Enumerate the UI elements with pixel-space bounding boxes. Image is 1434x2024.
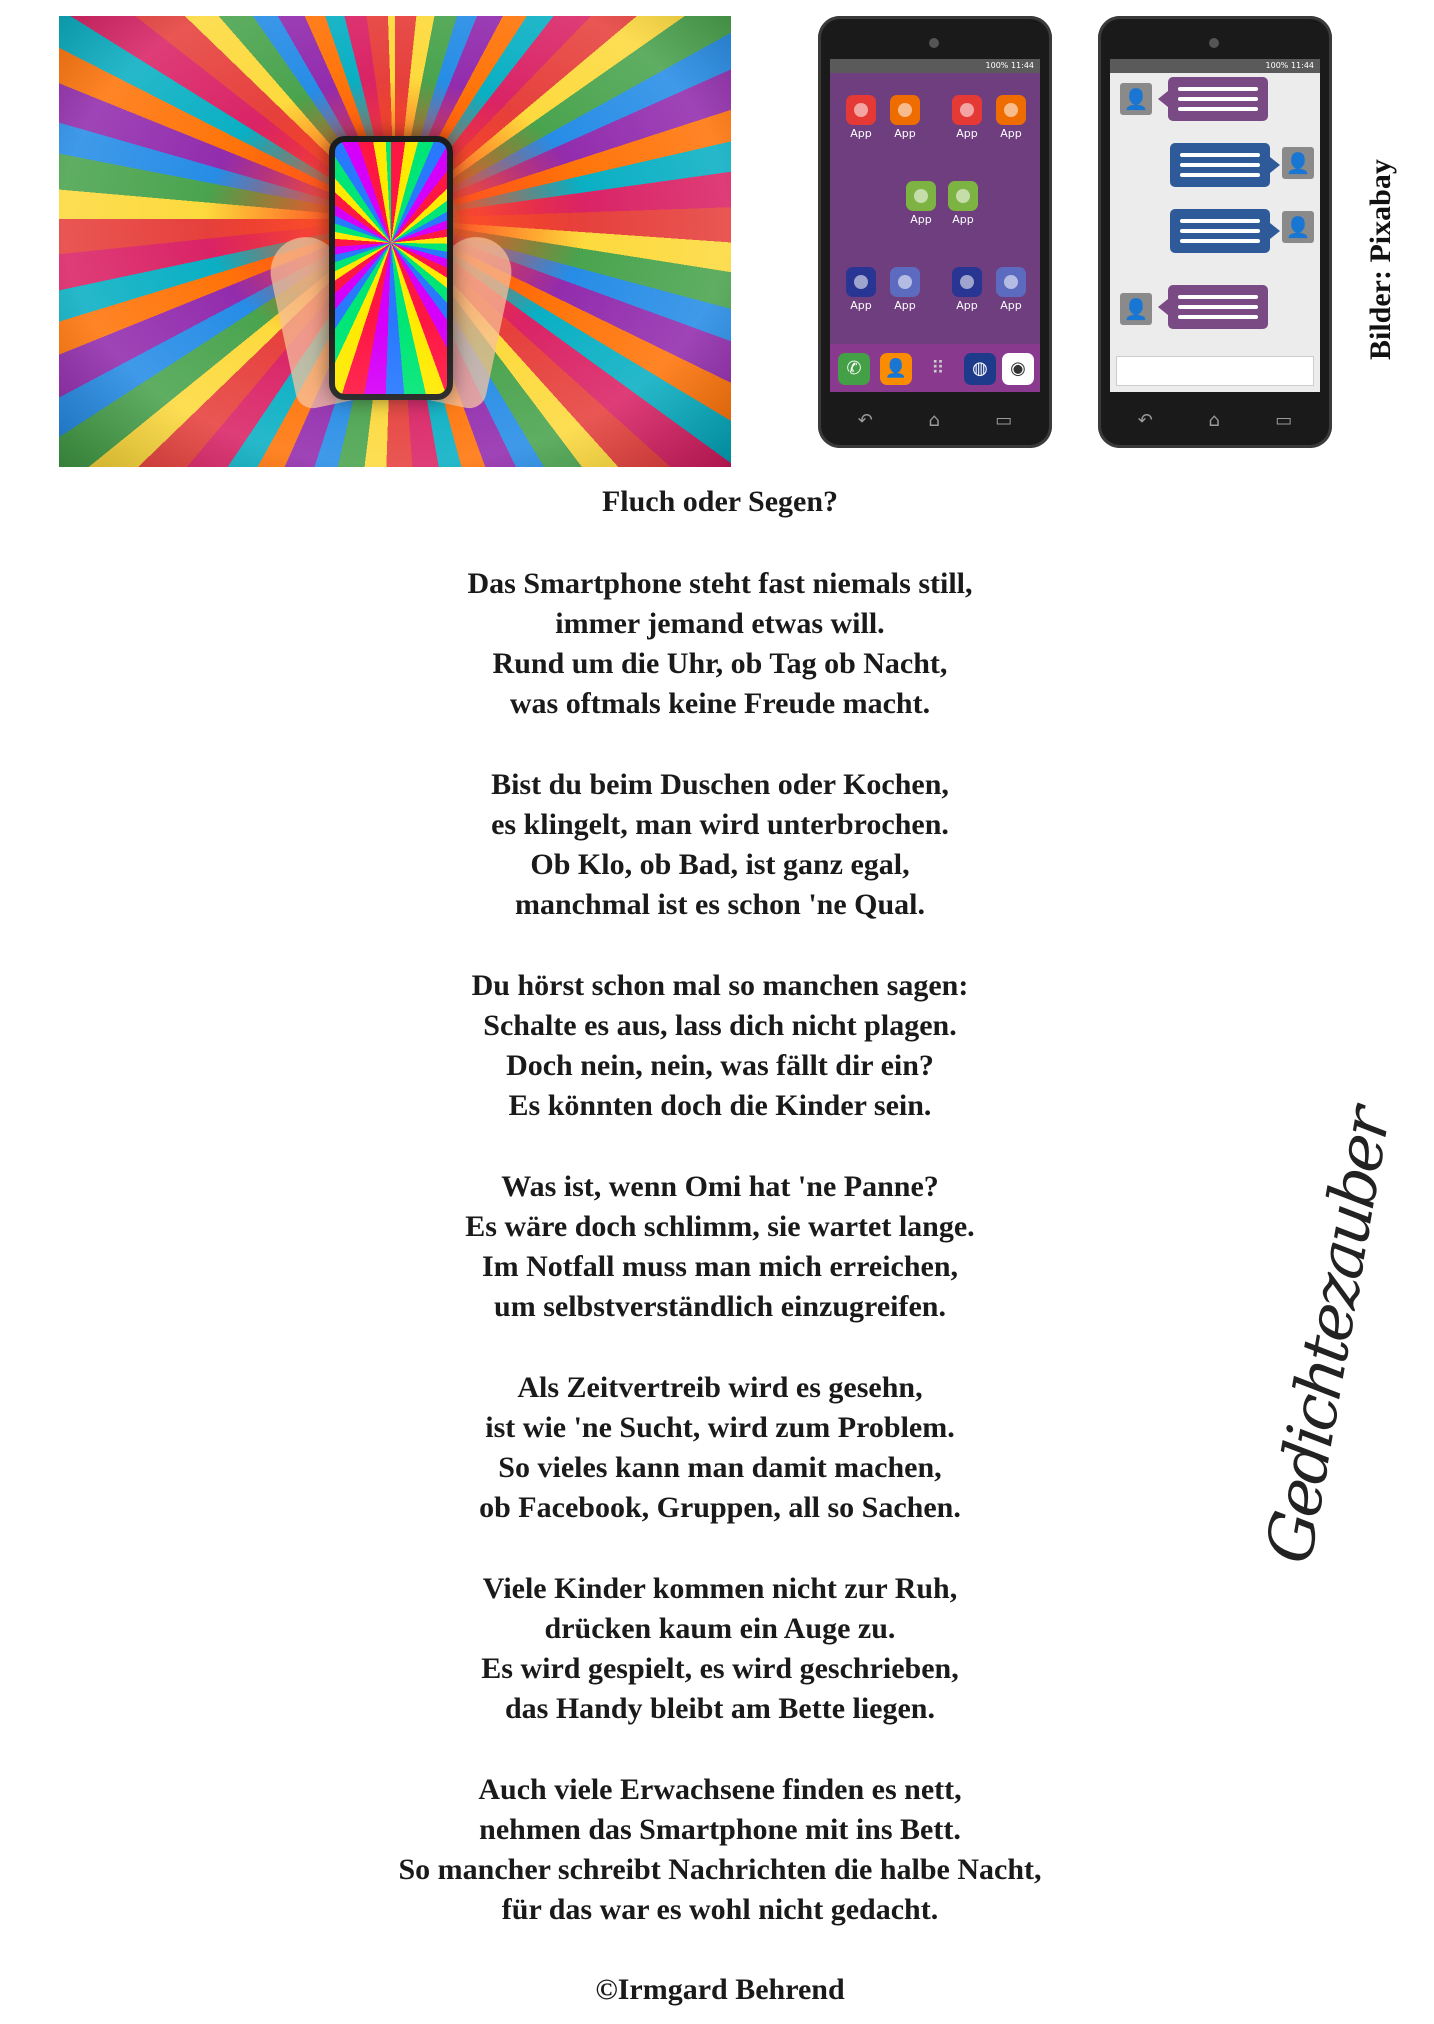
- phone-chat-illustration: [1098, 16, 1332, 448]
- poem-line: um selbstverständlich einzugreifen.: [494, 1290, 946, 1323]
- app-icon: [996, 95, 1026, 125]
- app-label: App: [894, 299, 916, 312]
- poem-line: ist wie 'ne Sucht, wird zum Problem.: [485, 1411, 955, 1444]
- phone-call-icon: ✆: [838, 353, 870, 385]
- poem-line: nehmen das Smartphone mit ins Bett.: [479, 1813, 961, 1846]
- poem-line: manchmal ist es schon 'ne Qual.: [514, 888, 926, 921]
- contacts-icon: 👤: [880, 353, 912, 385]
- poem-line: das Handy bleibt am Bette liegen.: [504, 1692, 935, 1725]
- poem-line: Rund um die Uhr, ob Tag ob Nacht,: [492, 647, 948, 680]
- poem: [300, 482, 1140, 2010]
- user-avatar-icon: 👤: [1120, 83, 1152, 115]
- recent-apps-icon: ▭: [1275, 409, 1293, 431]
- app-icon: [952, 267, 982, 297]
- poem-line: Bist du beim Duschen oder Kochen,: [491, 768, 949, 801]
- poem-line: für das war es wohl nicht gedacht.: [501, 1893, 939, 1926]
- status-bar: 100% 11:44: [830, 59, 1040, 73]
- poem-stanzas: [300, 564, 1140, 1930]
- poem-line: Du hörst schon mal so manchen sagen:: [471, 969, 969, 1002]
- globe-icon: ◍: [964, 353, 996, 385]
- message-bubble-incoming: [1168, 285, 1268, 329]
- back-icon: ↶: [857, 409, 873, 431]
- app-label: App: [850, 127, 872, 140]
- stanza: [300, 966, 1140, 1126]
- poem-line: So vieles kann man damit machen,: [498, 1451, 942, 1484]
- rainbow-phone-image: [59, 16, 731, 467]
- app-icon: [906, 181, 936, 211]
- poem-line: Es könnten doch die Kinder sein.: [508, 1089, 932, 1122]
- poem-line: es klingelt, man wird unterbrochen.: [491, 808, 949, 841]
- poem-line: Was ist, wenn Omi hat 'ne Panne?: [501, 1170, 939, 1203]
- signature-logo: [1210, 1080, 1410, 1569]
- camera-app-icon: ◉: [1002, 353, 1034, 385]
- chat-screen: [1110, 73, 1320, 392]
- user-avatar-icon: 👤: [1282, 147, 1314, 179]
- phone-screen: [1110, 59, 1320, 392]
- user-avatar-icon: 👤: [1120, 293, 1152, 325]
- poem-line: Schalte es aus, lass dich nicht plagen.: [483, 1009, 957, 1042]
- app-icon: [890, 95, 920, 125]
- signature-text: Gedichtezauber: [1252, 1105, 1405, 1569]
- message-bubble-outgoing: [1170, 209, 1270, 253]
- poem-line: Das Smartphone steht fast niemals still,: [467, 567, 973, 600]
- app-icon: [996, 267, 1026, 297]
- app-label: App: [956, 127, 978, 140]
- stanza: [300, 564, 1140, 724]
- poem-line: ob Facebook, Gruppen, all so Sachen.: [479, 1491, 961, 1524]
- app-icon: [890, 267, 920, 297]
- stanza: [300, 1368, 1140, 1528]
- phone-screen: [830, 59, 1040, 392]
- camera-icon: [929, 38, 939, 48]
- app-dock: [830, 344, 1040, 392]
- poem-line: immer jemand etwas will.: [555, 607, 885, 640]
- recent-apps-icon: ▭: [995, 409, 1013, 431]
- stanza: [300, 765, 1140, 925]
- poem-line: Im Notfall muss man mich erreichen,: [481, 1250, 959, 1283]
- home-screen: [830, 73, 1040, 392]
- app-icon: [846, 267, 876, 297]
- home-icon: ⌂: [928, 409, 940, 431]
- phone-home-screen-illustration: [818, 16, 1052, 448]
- message-bubble-incoming: [1168, 77, 1268, 121]
- stanza: [300, 1770, 1140, 1930]
- app-icon: [952, 95, 982, 125]
- poem-line: Es wird gespielt, es wird geschrieben,: [481, 1652, 959, 1685]
- app-label: App: [910, 213, 932, 226]
- stanza: [300, 1167, 1140, 1327]
- poem-line: Es wäre doch schlimm, sie wartet lange.: [465, 1210, 975, 1243]
- apps-grid-icon: ⠿: [931, 358, 945, 379]
- app-label: App: [894, 127, 916, 140]
- nav-bar: [1110, 400, 1320, 440]
- poem-line: was oftmals keine Freude macht.: [509, 687, 931, 720]
- app-label: App: [1000, 299, 1022, 312]
- user-avatar-icon: 👤: [1282, 211, 1314, 243]
- status-bar: 100% 11:44: [1110, 59, 1320, 73]
- poem-line: Auch viele Erwachsene finden es nett,: [478, 1773, 962, 1806]
- left-hand: [264, 231, 368, 412]
- stanza: [300, 1569, 1140, 1729]
- poem-line: Viele Kinder kommen nicht zur Ruh,: [482, 1572, 958, 1605]
- poem-author: ©Irmgard Behrend: [595, 1973, 845, 2006]
- poem-line: Doch nein, nein, was fällt dir ein?: [506, 1049, 934, 1082]
- camera-icon: [1209, 38, 1219, 48]
- app-icon: [846, 95, 876, 125]
- poem-line: Als Zeitvertreib wird es gesehn,: [517, 1371, 923, 1404]
- message-input: [1116, 356, 1314, 386]
- nav-bar: [830, 400, 1040, 440]
- home-icon: ⌂: [1208, 409, 1220, 431]
- image-credit: Bilder: Pixabay: [1364, 159, 1397, 360]
- app-icon: [948, 181, 978, 211]
- app-label: App: [956, 299, 978, 312]
- message-bubble-outgoing: [1170, 143, 1270, 187]
- poem-line: drücken kaum ein Auge zu.: [544, 1612, 896, 1645]
- back-icon: ↶: [1137, 409, 1153, 431]
- app-label: App: [850, 299, 872, 312]
- poem-line: So mancher schreibt Nachrichten die halbe Nacht,: [398, 1853, 1042, 1886]
- phone-silhouette: [329, 136, 453, 400]
- poem-line: Ob Klo, ob Bad, ist ganz egal,: [530, 848, 910, 881]
- poem-title: Fluch oder Segen?: [601, 485, 839, 518]
- right-hand: [414, 231, 518, 412]
- app-label: App: [1000, 127, 1022, 140]
- app-label: App: [952, 213, 974, 226]
